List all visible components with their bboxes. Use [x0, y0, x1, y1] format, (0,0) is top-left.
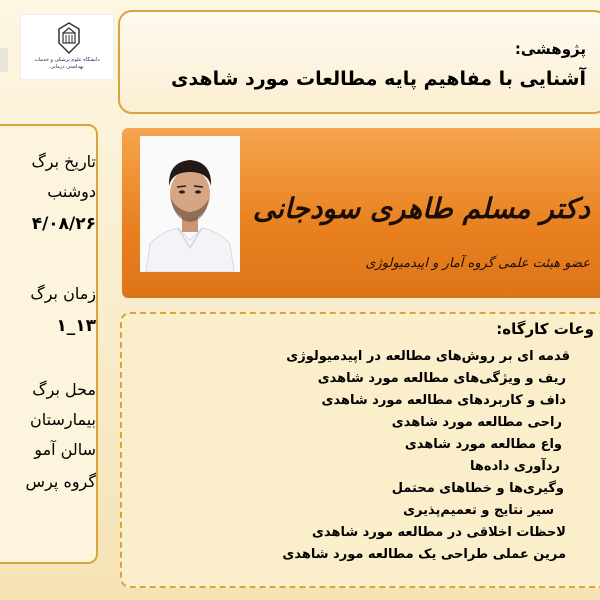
topics-list — [124, 346, 594, 566]
date-value: ۴/۰۸/۲۶ — [31, 214, 96, 234]
day-value: دوشنب — [47, 182, 96, 201]
list-item: داف و کاربردهای مطالعه مورد شاهدی — [321, 393, 566, 408]
event-info-panel — [0, 124, 98, 564]
logo-caption: دانشگاه علوم پزشکی و خدمات بهداشتی درمانی — [34, 57, 100, 70]
title-banner — [118, 10, 600, 114]
speaker-role: عضو هیئت علمی گروه آمار و اپیدمیولوژی — [365, 256, 590, 271]
speaker-banner — [122, 128, 600, 298]
university-emblem-icon — [55, 21, 83, 55]
list-item: سیر نتایج و تعمیم‌پذیری — [403, 503, 554, 518]
place-label: محل برگ — [32, 380, 96, 399]
place-line-hospital: بیمارستان — [30, 410, 96, 429]
time-label: زمان برگ — [30, 284, 96, 303]
list-item: راحی مطالعه مورد شاهدی — [391, 415, 562, 430]
list-item: واع مطالعه مورد شاهدی — [404, 437, 562, 452]
list-item: قدمه ای بر روش‌های مطالعه در اپیدمیولوژی — [286, 349, 570, 364]
person-portrait-icon — [140, 136, 240, 272]
time-value: ۱۳_۱ — [56, 316, 96, 336]
speaker-portrait — [140, 136, 240, 272]
place-line-group: گروه پرس — [25, 472, 96, 491]
workshop-title: آشنایی با مفاهیم پایه مطالعات مورد شاهدی — [171, 68, 586, 90]
place-line-hall: سالن آمو — [34, 440, 96, 459]
list-item: مرین عملی طراحی یک مطالعه مورد شاهدی — [282, 547, 566, 562]
title-kicker: پژوهشی: — [514, 40, 586, 58]
list-item: لاحظات اخلاقی در مطالعه مورد شاهدی — [312, 525, 566, 540]
left-edge-strip — [0, 48, 8, 72]
topics-heading: وعات کارگاه: — [496, 320, 594, 338]
workshop-topics-panel — [120, 312, 600, 588]
list-item: ریف و ویژگی‌های مطالعه مورد شاهدی — [317, 371, 566, 386]
university-logo — [20, 14, 114, 80]
speaker-name: دکتر مسلم طاهری سودجانی — [252, 192, 590, 225]
list-item: وگیری‌ها و خطاهای محتمل — [391, 481, 564, 496]
date-label: تاریخ برگ — [31, 152, 96, 171]
list-item: ردآوری داده‌ها — [470, 459, 560, 474]
